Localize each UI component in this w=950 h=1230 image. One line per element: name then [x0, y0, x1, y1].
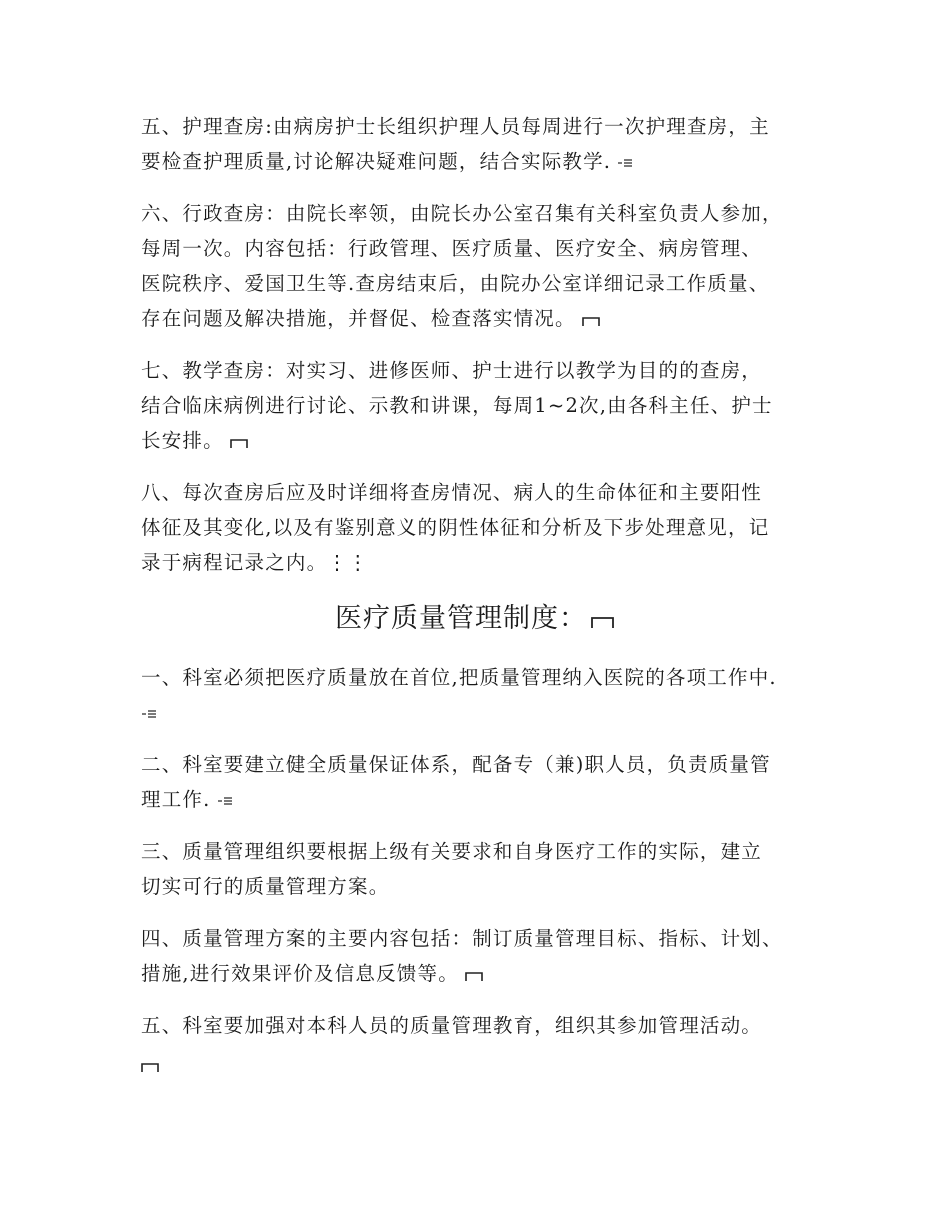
- paragraph-line: 要检查护理质量,讨论解决疑难问题，结合实际教学.: [141, 149, 633, 175]
- paragraph-line: 五、科室要加强对本科人员的质量管理教育，组织其参加管理活动。: [141, 1014, 763, 1037]
- paragraph-line: 结合临床病例进行讨论、示教和讲课，每周1~2次,由各科主任、护士: [141, 394, 773, 417]
- paragraph-line: 每周一次。内容包括：行政管理、医疗质量、医疗安全、病房管理、: [141, 237, 763, 260]
- paragraph-mark-icon: [582, 311, 598, 327]
- paragraph-line: [141, 1052, 157, 1078]
- paragraph-line: 五、护理查房:由病房护士长组织护理人员每周进行一次护理查房，主: [141, 115, 770, 138]
- paragraph-line: 三、质量管理组织要根据上级有关要求和自身医疗工作的实际，建立: [141, 840, 763, 863]
- dash-equals-mark-icon: [141, 705, 157, 721]
- paragraph-line: 二、科室要建立健全质量保证体系，配备专（兼)职人员，负责质量管: [141, 753, 771, 776]
- dash-equals-mark-icon: [617, 154, 633, 170]
- paragraph-line: [141, 700, 157, 726]
- paragraph-line: 录于病程记录之内。⋮⋮: [141, 551, 369, 574]
- dash-equals-mark-icon: [217, 792, 233, 808]
- paragraph-line: 医院秩序、爱国卫生等.查房结束后，由院办公室详细记录工作质量、: [141, 272, 770, 295]
- paragraph-line: 长安排。: [141, 428, 246, 454]
- section-heading: 医疗质量管理制度：: [0, 602, 950, 636]
- paragraph-mark-icon: [465, 966, 481, 982]
- paragraph-line: 切实可行的质量管理方案。: [141, 875, 390, 898]
- paragraph-line: 存在问题及解决措施，并督促、检查落实情况。: [141, 306, 598, 332]
- paragraph-line: 体征及其变化,以及有鉴别意义的阴性体征和分析及下步处理意见，记: [141, 516, 770, 539]
- paragraph-mark-icon: [591, 609, 615, 629]
- paragraph-line: 七、教学查房：对实习、进修医师、护士进行以教学为目的的查房，: [141, 359, 763, 382]
- paragraph-line: 一、科室必须把医疗质量放在首位,把质量管理纳入医院的各项工作中.: [141, 666, 777, 689]
- paragraph-line: 四、质量管理方案的主要内容包括：制订质量管理目标、指标、计划、: [141, 927, 783, 950]
- paragraph-line: 理工作.: [141, 787, 233, 813]
- paragraph-line: 六、行政查房：由院长率领，由院长办公室召集有关科室负责人参加，: [141, 202, 783, 225]
- paragraph-line: 措施,进行效果评价及信息反馈等。: [141, 961, 481, 987]
- paragraph-mark-icon: [141, 1057, 157, 1073]
- paragraph-mark-icon: [230, 433, 246, 449]
- paragraph-line: 八、每次查房后应及时详细将查房情况、病人的生命体征和主要阳性: [141, 481, 763, 504]
